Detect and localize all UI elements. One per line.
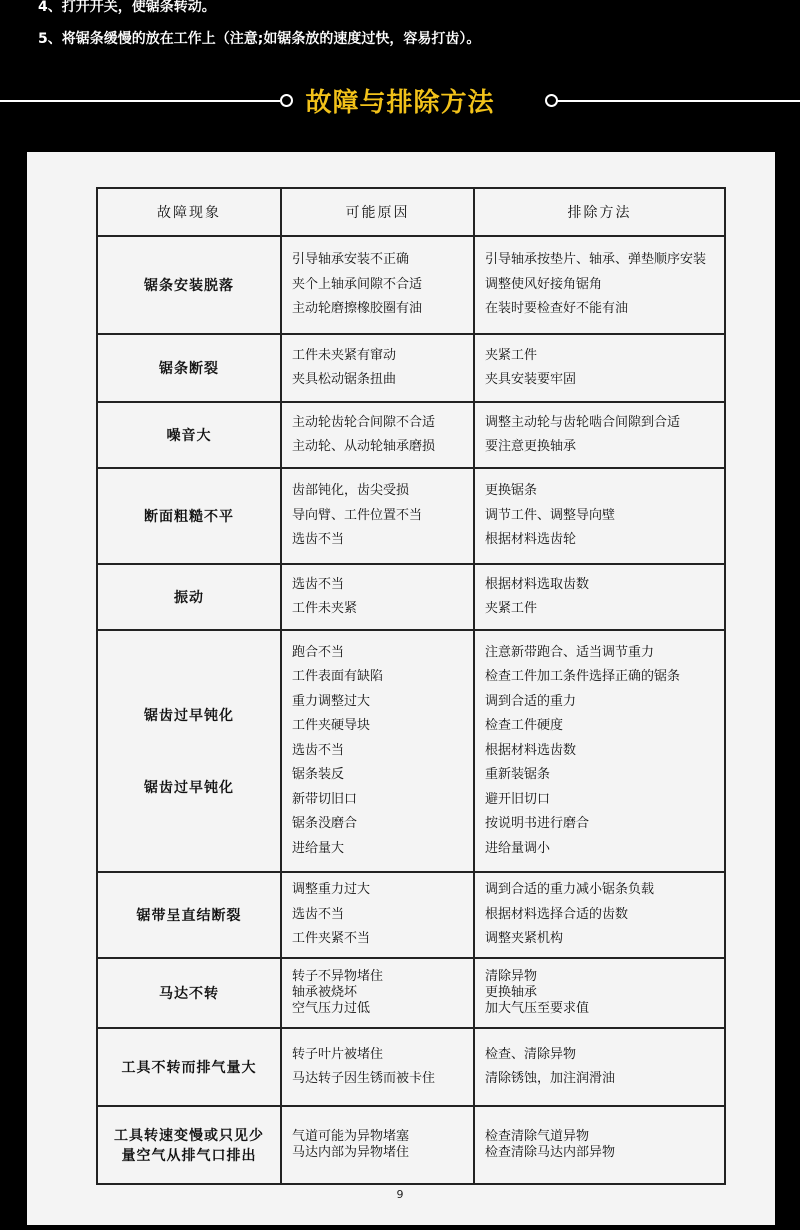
cause-line: 主动轮齿轮合间隙不合适 — [292, 414, 436, 430]
cause-line: 马达转子因生锈而被卡住 — [292, 1071, 436, 1086]
cause-cell — [281, 468, 474, 564]
fix-line: 按说明书进行磨合 — [485, 816, 590, 832]
table-row — [97, 1106, 725, 1184]
fix-cell — [474, 630, 725, 872]
fix-line: 清除锈蚀，加注润滑油 — [485, 1071, 616, 1086]
cause-line: 选齿不当 — [292, 576, 345, 592]
fix-cell — [474, 1028, 725, 1106]
cause-cell — [281, 402, 474, 468]
cause-cell — [281, 630, 474, 872]
cause-line: 调整重力过大 — [292, 882, 371, 898]
cause-cell — [281, 1028, 474, 1106]
symptom-cell — [97, 1106, 281, 1184]
symptom-text: 锯带呈直结断裂 — [136, 908, 242, 924]
cause-line: 马达内部为异物堵住 — [292, 1145, 410, 1160]
fix-cell — [474, 468, 725, 564]
cause-line: 气道可能为异物堵塞 — [292, 1129, 410, 1144]
symptom-text: 锯齿过早钝化 — [144, 780, 234, 796]
cause-line: 跑合不当 — [292, 644, 345, 660]
fix-line: 重新装锯条 — [485, 767, 551, 783]
table-row — [97, 402, 725, 468]
symptom-text: 断面粗糙不平 — [144, 509, 234, 525]
symptom-cell — [97, 334, 281, 402]
cause-cell — [281, 958, 474, 1028]
header-symptom: 故障现象 — [97, 188, 281, 236]
cause-line: 重力调整过大 — [292, 693, 371, 709]
fix-line: 调整夹紧机构 — [485, 931, 564, 947]
cause-line: 引导轴承安装不正确 — [292, 252, 410, 268]
fix-line: 检查工件硬度 — [485, 718, 564, 734]
symptom-cell — [97, 468, 281, 564]
step-4-text: 4、打开开关，使锯条转动。 — [38, 0, 216, 15]
fix-line: 夹具安装要牢固 — [485, 372, 577, 387]
cause-line: 导向臂、工件位置不当 — [292, 507, 423, 523]
fix-line: 清除异物 — [485, 969, 538, 984]
cause-line: 空气压力过低 — [292, 1001, 371, 1016]
fix-line: 根据材料选齿轮 — [485, 532, 577, 548]
cause-line: 选齿不当 — [292, 906, 345, 922]
cause-line: 转子不异物堵住 — [292, 969, 384, 984]
cause-line: 转子叶片被堵住 — [292, 1046, 384, 1062]
symptom-text: 振动 — [174, 590, 204, 606]
fix-line: 注意新带跑合、适当调节重力 — [485, 644, 655, 660]
fix-line: 调节工件、调整导向壁 — [485, 507, 616, 523]
symptom-cell — [97, 872, 281, 958]
table-row — [97, 872, 725, 958]
fix-cell — [474, 402, 725, 468]
fix-line: 调到合适的重力 — [485, 693, 577, 709]
cause-cell — [281, 872, 474, 958]
cause-line: 主动轮、从动轮轴承磨损 — [292, 439, 436, 454]
table-row — [97, 236, 725, 334]
header-fix: 排除方法 — [474, 188, 725, 236]
section-banner — [0, 80, 800, 120]
symptom-text: 噪音大 — [166, 428, 212, 444]
cause-cell — [281, 1106, 474, 1184]
fix-line: 检查清除气道异物 — [485, 1129, 590, 1144]
cause-cell — [281, 334, 474, 402]
symptom-text: 锯条断裂 — [159, 361, 219, 377]
section-title: 故障与排除方法 — [305, 88, 495, 118]
cause-line: 工件未夹紧有窜动 — [292, 347, 397, 363]
symptom-cell — [97, 564, 281, 630]
symptom-cell — [97, 1028, 281, 1106]
cause-line: 选齿不当 — [292, 742, 345, 758]
header-cause: 可能原因 — [281, 188, 474, 236]
step-5-text: 5、将锯条缓慢的放在工作上（注意;如锯条放的速度过快，容易打齿）。 — [38, 31, 481, 47]
troubleshooting-table — [96, 187, 726, 1185]
table-row — [97, 630, 725, 872]
cause-line: 锯条装反 — [292, 767, 345, 783]
table-row — [97, 958, 725, 1028]
symptom-text: 锯齿过早钝化 — [144, 708, 234, 724]
fix-line: 进给量调小 — [485, 840, 551, 856]
fix-line: 要注意更换轴承 — [485, 439, 577, 454]
fix-line: 根据材料选择合适的齿数 — [485, 906, 629, 922]
cause-line: 工件夹紧不当 — [292, 931, 371, 947]
table-row — [97, 1028, 725, 1106]
fix-line: 检查工件加工条件选择正确的锯条 — [485, 669, 681, 685]
cause-line: 轴承被烧坏 — [292, 985, 358, 1000]
symptom-text: 工具转速变慢或只见少量空气从排气口排出 — [114, 1128, 264, 1164]
fix-cell — [474, 236, 725, 334]
cause-cell — [281, 564, 474, 630]
fix-line: 夹紧工件 — [485, 347, 538, 363]
fix-line: 检查、清除异物 — [485, 1046, 577, 1062]
banner-rule-right — [557, 100, 800, 102]
fix-line: 引导轴承按垫片、轴承、弹垫顺序安装 — [485, 252, 707, 268]
fix-cell — [474, 334, 725, 402]
table-row — [97, 564, 725, 630]
fix-line: 检查清除马达内部异物 — [485, 1145, 616, 1160]
fix-line: 更换轴承 — [485, 985, 538, 1000]
fix-line: 加大气压至要求值 — [485, 1001, 590, 1016]
cause-line: 锯条没磨合 — [292, 816, 358, 832]
symptom-text: 工具不转而排气量大 — [121, 1060, 257, 1076]
page-number: 9 — [396, 1188, 404, 1201]
troubleshooting-table-wrap — [96, 187, 724, 1185]
table-row — [97, 334, 725, 402]
symptom-cell — [97, 236, 281, 334]
cause-line: 齿部钝化，齿尖受损 — [292, 483, 410, 499]
table-row — [97, 468, 725, 564]
table-body — [97, 236, 725, 1184]
cause-line: 进给量大 — [292, 840, 345, 856]
cause-line: 主动轮磨擦橡胶圈有油 — [292, 301, 423, 317]
cause-line: 工件夹硬导块 — [292, 718, 371, 734]
fix-line: 夹紧工件 — [485, 601, 538, 616]
fix-line: 更换锯条 — [485, 483, 538, 499]
fix-line: 调整使风好接角锯角 — [485, 276, 603, 292]
fix-line: 根据材料选齿数 — [485, 742, 577, 758]
fix-cell — [474, 564, 725, 630]
fix-line: 在装时要检查好不能有油 — [485, 301, 629, 317]
symptom-cell — [97, 958, 281, 1028]
symptom-cell — [97, 402, 281, 468]
cause-line: 选齿不当 — [292, 532, 345, 548]
fix-cell — [474, 872, 725, 958]
table-header-row — [97, 188, 725, 236]
cause-line: 夹个上轴承间隙不合适 — [292, 276, 423, 292]
cause-line: 新带切旧口 — [292, 791, 358, 807]
fix-line: 根据材料选取齿数 — [485, 576, 590, 592]
symptom-cell — [97, 630, 281, 872]
cause-line: 工件未夹紧 — [292, 601, 358, 616]
cause-line: 夹具松动锯条扭曲 — [292, 372, 397, 387]
fix-cell — [474, 1106, 725, 1184]
fix-line: 调整主动轮与齿轮啮合间隙到合适 — [485, 414, 681, 430]
cause-line: 工件表面有缺陷 — [292, 669, 384, 685]
cause-cell — [281, 236, 474, 334]
symptom-text: 马达不转 — [159, 986, 219, 1002]
fix-cell — [474, 958, 725, 1028]
fix-line: 避开旧切口 — [485, 791, 551, 807]
fix-line: 调到合适的重力减小锯条负载 — [485, 882, 655, 898]
symptom-text: 锯条安装脱落 — [144, 278, 234, 294]
